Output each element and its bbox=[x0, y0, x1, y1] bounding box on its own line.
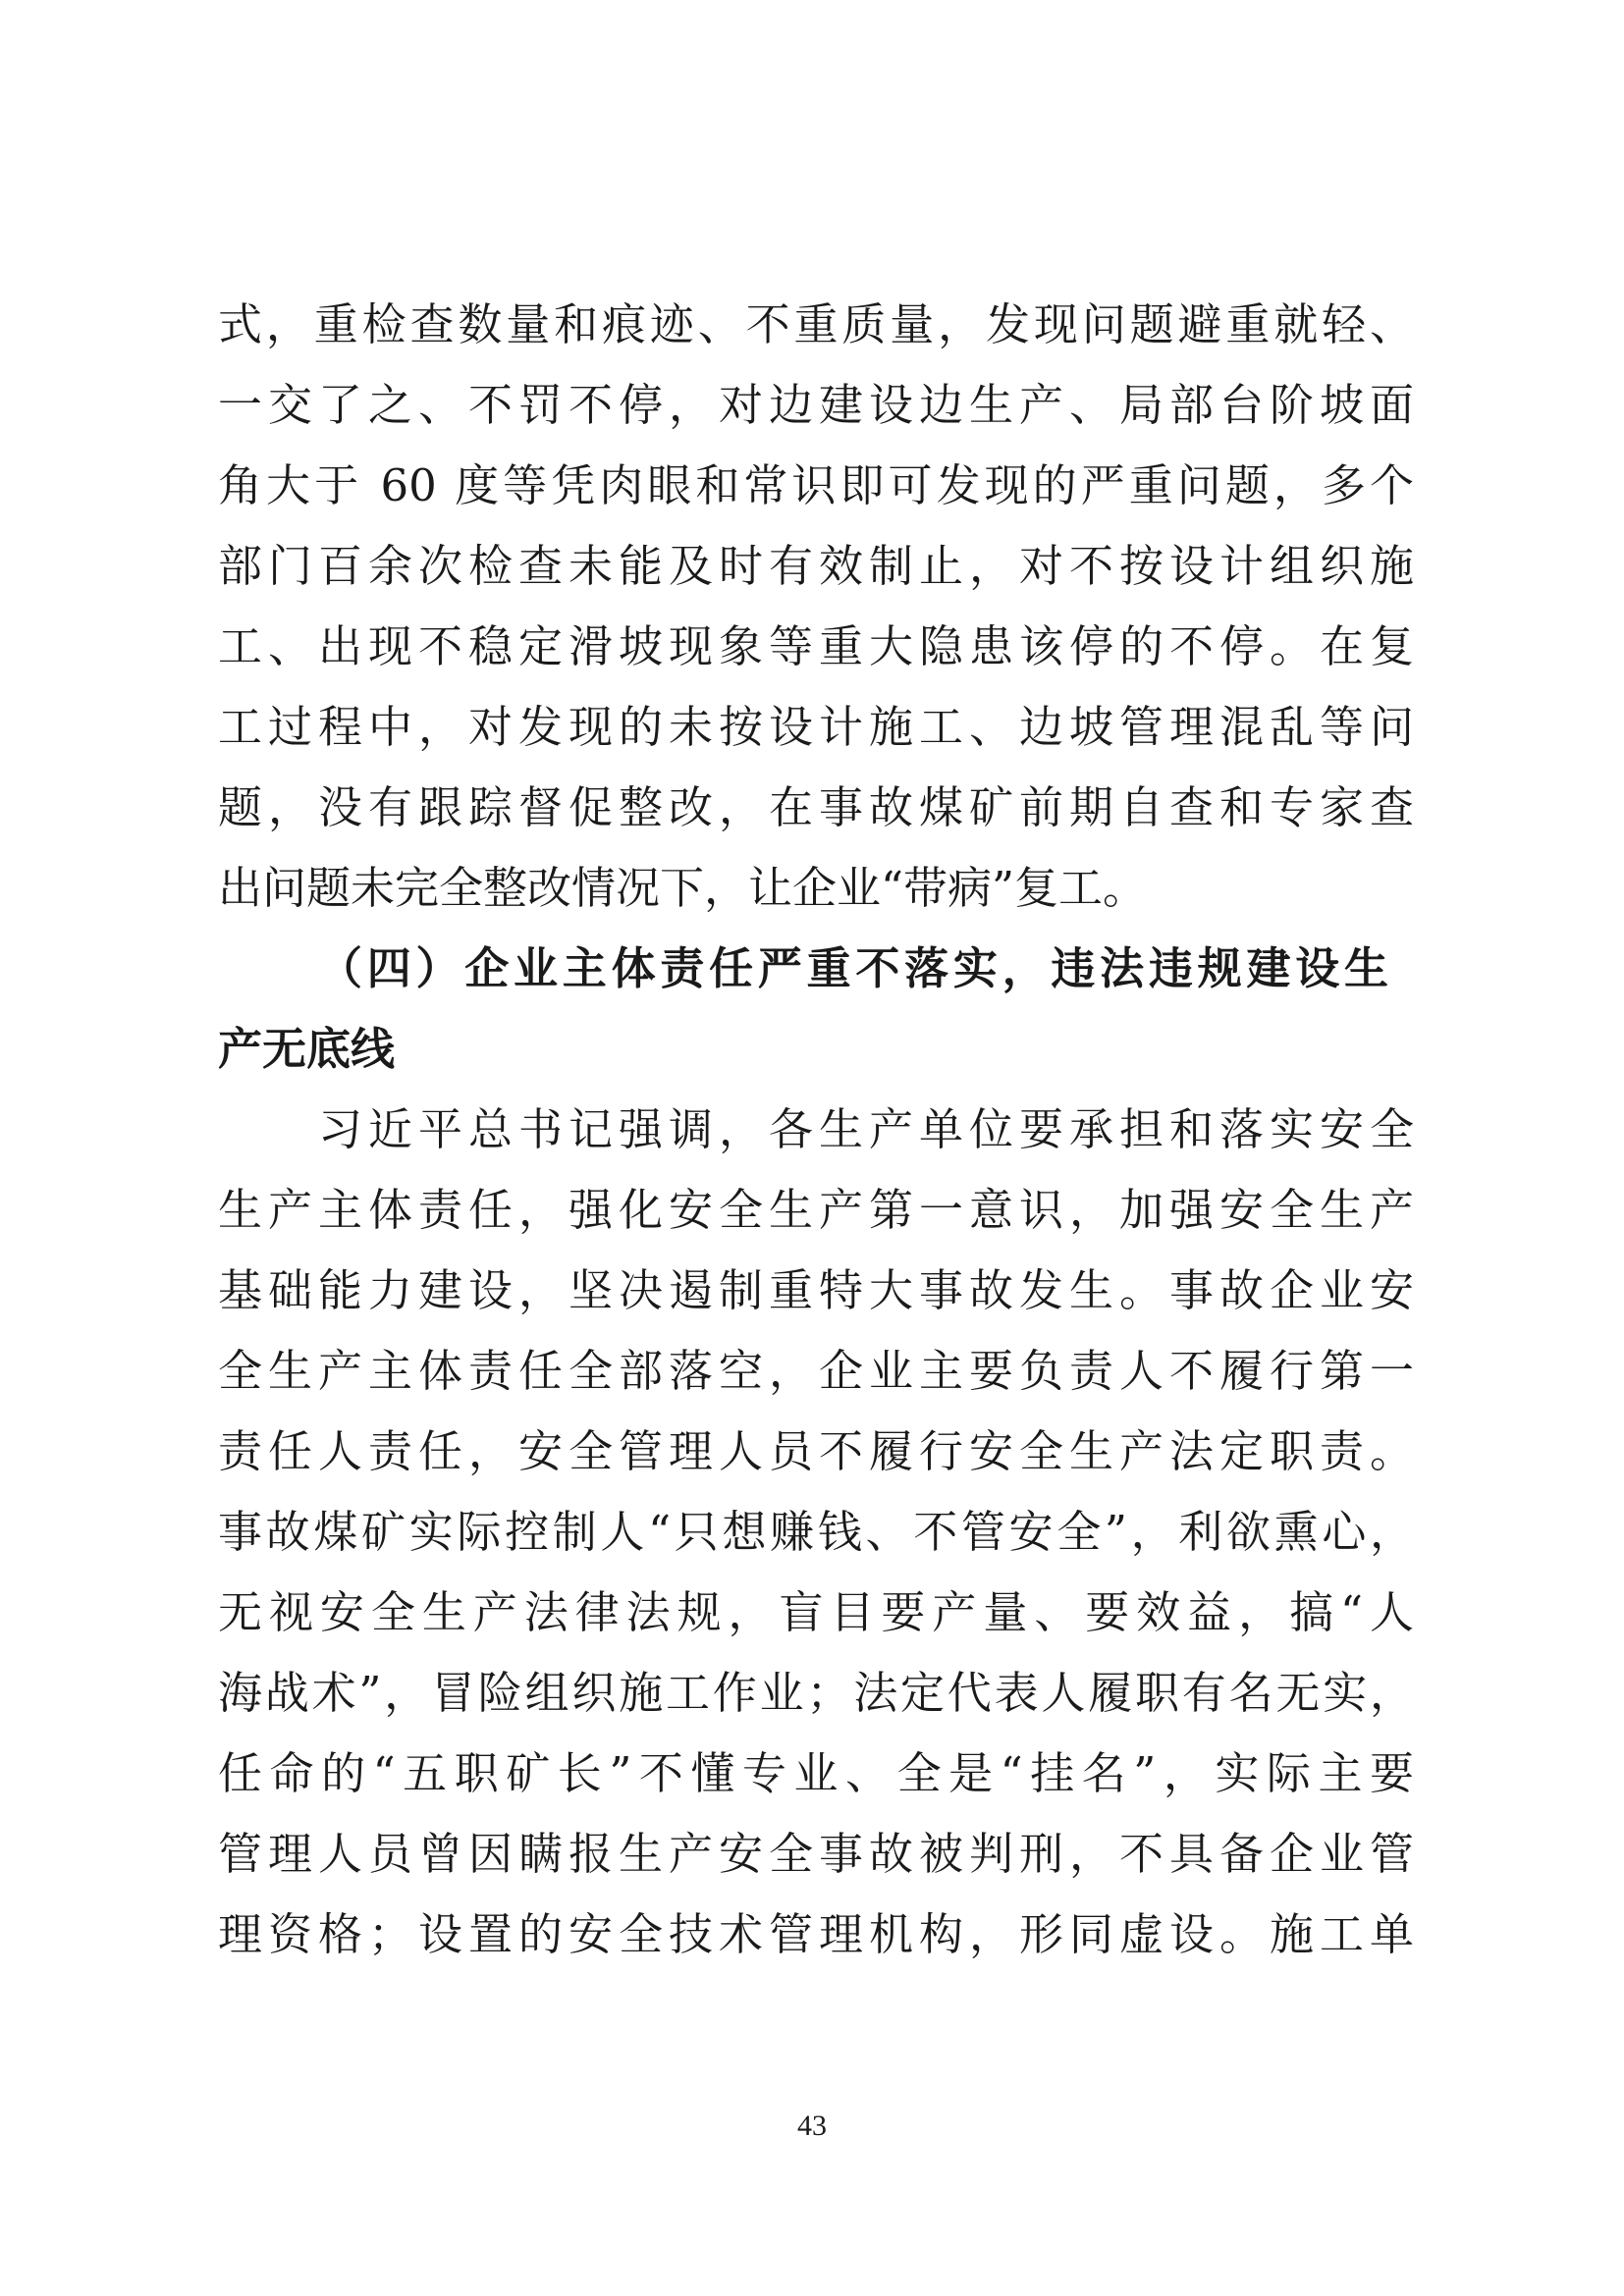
body-text-line: 责任人责任，安全管理人员不履行安全生产法定职责。 bbox=[218, 1425, 1414, 1477]
body-text-line: 工过程中，对发现的未按设计施工、边坡管理混乱等问 bbox=[218, 701, 1414, 753]
page-number: 43 bbox=[797, 2109, 827, 2142]
body-text-line: 事故煤矿实际控制人“只想赚钱、不管安全”，利欲熏心， bbox=[218, 1506, 1414, 1558]
paragraph-first-line: 习近平总书记强调，各生产单位要承担和落实安全 bbox=[318, 1103, 1414, 1155]
body-text-line: 一交了之、不罚不停，对边建设边生产、局部台阶坡面 bbox=[218, 379, 1414, 431]
body-text-line: 部门百余次检查未能及时有效制止，对不按设计组织施 bbox=[218, 540, 1414, 592]
body-text-line: 无视安全生产法律法规，盲目要产量、要效益，搞“人 bbox=[218, 1586, 1414, 1638]
body-text-line: 理资格；设置的安全技术管理机构，形同虚设。施工单 bbox=[218, 1908, 1414, 1960]
body-text-line: 任命的“五职矿长”不懂专业、全是“挂名”，实际主要 bbox=[218, 1747, 1414, 1799]
body-text-line: 式，重检查数量和痕迹、不重质量，发现问题避重就轻、 bbox=[218, 298, 1414, 350]
body-text-line: 题，没有跟踪督促整改，在事故煤矿前期自查和专家查 bbox=[218, 781, 1414, 833]
body-text-line: 出问题未完全整改情况下，让企业“带病”复工。 bbox=[218, 862, 1148, 914]
body-text-line: 基础能力建设，坚决遏制重特大事故发生。事故企业安 bbox=[218, 1264, 1414, 1316]
body-text-line: 角大于 60 度等凭肉眼和常识即可发现的严重问题，多个 bbox=[218, 459, 1414, 511]
body-text-line: 管理人员曾因瞒报生产安全事故被判刑，不具备企业管 bbox=[218, 1828, 1414, 1880]
body-text-line: 海战术”，冒险组织施工作业；法定代表人履职有名无实， bbox=[218, 1667, 1414, 1719]
body-text-line: 生产主体责任，强化安全生产第一意识，加强安全生产 bbox=[218, 1184, 1414, 1236]
section-heading-continuation: 产无底线 bbox=[218, 1023, 396, 1075]
body-text-line: 工、出现不稳定滑坡现象等重大隐患该停的不停。在复 bbox=[218, 620, 1414, 672]
body-text-line: 全生产主体责任全部落空，企业主要负责人不履行第一 bbox=[218, 1345, 1414, 1397]
section-heading: （四）企业主体责任严重不落实，违法违规建设生 bbox=[318, 942, 1388, 994]
